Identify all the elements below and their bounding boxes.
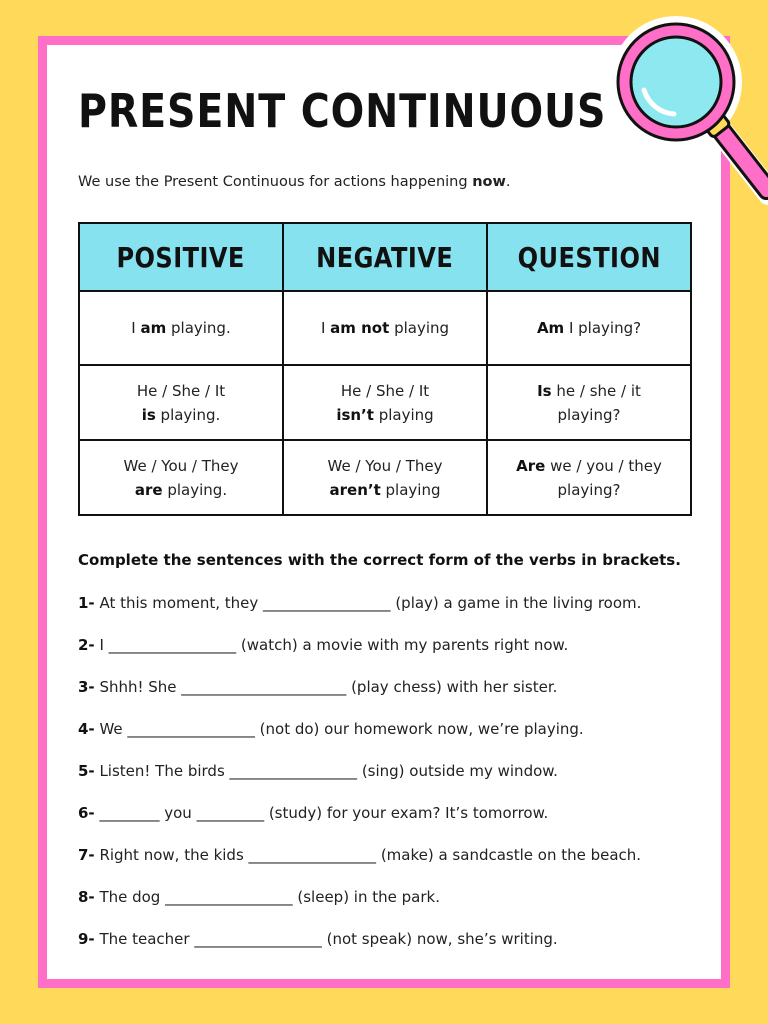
exercise-item: 6- ________ you _________ (study) for your exam? It’s tomorrow. [78,804,549,822]
cell-question: Are we / you / they playing? [487,440,691,515]
exercise-item: 8- The dog _________________ (sleep) in the park. [78,888,440,906]
exercise-item: 4- We _________________ (not do) our homework now, we’re playing. [78,720,584,738]
answer-blank[interactable]: _________________ [127,720,255,738]
cell-positive: He / She / It is playing. [79,365,283,440]
exercise-item: 3- Shhh! She ______________________ (play chess) with her sister. [78,678,558,696]
exercise-item: 2- I _________________ (watch) a movie with my parents right now. [78,636,569,654]
intro-text: We use the Present Continuous for actions happening now. [78,174,511,190]
answer-blank[interactable]: _________________ [194,930,322,948]
table-row [79,291,691,365]
answer-blank[interactable]: _________________ [229,762,358,780]
exercise-item: 7- Right now, the kids _________________ (make) a sandcastle on the beach. [78,846,642,864]
exercise-item: 1- At this moment, they _________________ (play) a game in the living room. [78,594,642,612]
header-negative: NEGATIVE [283,223,487,291]
exercise-instruction: Complete the sentences with the correct form of the verbs in brackets. [78,551,681,569]
grammar-table [78,222,692,516]
cell-question: Is he / she / it playing? [487,365,691,440]
exercise-item: 5- Listen! The birds _________________ (sing) outside my window. [78,762,558,780]
cell-negative: I am not playing [283,291,487,365]
answer-blank[interactable]: _________________ [248,846,377,864]
page-title: PRESENT CONTINUOUS [78,84,607,138]
exercise-item: 9- The teacher _________________ (not speak) now, she’s writing. [78,930,558,948]
header-question: QUESTION [487,223,691,291]
answer-blank[interactable]: ________ [99,804,160,822]
answer-blank[interactable]: _________ [196,804,265,822]
answer-blank[interactable]: _________________ [165,888,293,906]
table-row [79,440,691,515]
cell-positive: I am playing. [79,291,283,365]
cell-question: Am I playing? [487,291,691,365]
table-row [79,365,691,440]
cell-negative: We / You / They aren’t playing [283,440,487,515]
magnifying-glass-icon [604,10,768,210]
answer-blank[interactable]: _________________ [108,636,237,654]
answer-blank[interactable]: _________________ [263,594,391,612]
cell-positive: We / You / They are playing. [79,440,283,515]
cell-negative: He / She / It isn’t playing [283,365,487,440]
header-positive: POSITIVE [79,223,283,291]
table-header-row [79,223,691,291]
answer-blank[interactable]: ______________________ [181,678,347,696]
